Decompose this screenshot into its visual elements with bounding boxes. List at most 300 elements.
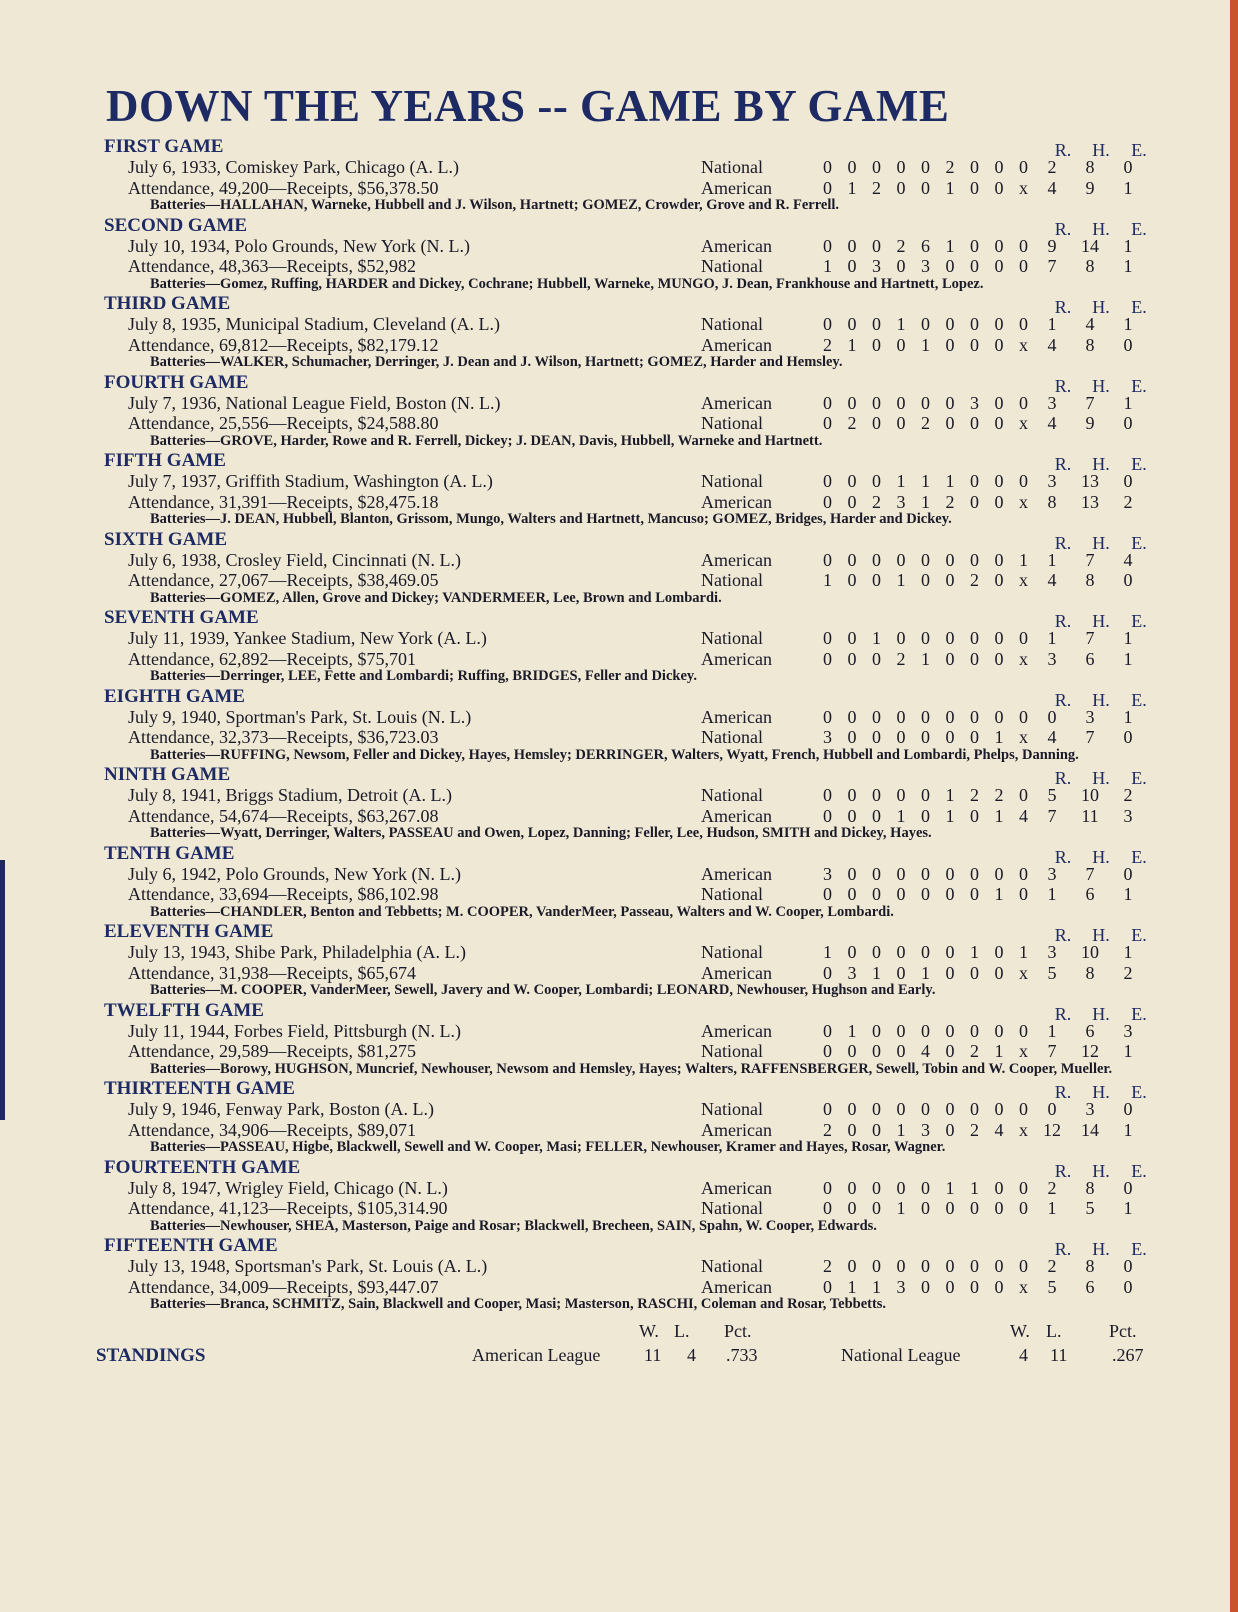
hits: 13 [1081, 471, 1099, 491]
runs-header: R. [1054, 611, 1072, 631]
rhe-header [1044, 1239, 1158, 1260]
attendance-receipts: Attendance, 32,373—Receipts, $36,723.03 [128, 727, 439, 747]
score-row [96, 413, 1158, 434]
score-row [96, 785, 1158, 806]
hits: 8 [1085, 157, 1095, 177]
errors-header: E. [1131, 375, 1147, 396]
hits: 6 [1085, 884, 1095, 904]
game-title: SIXTH GAME [104, 528, 227, 550]
team-name: National [701, 471, 763, 491]
hits-header: H. [1092, 218, 1110, 239]
games-list [96, 136, 1158, 1313]
score-row [96, 335, 1158, 356]
hits-header: H. [1092, 1082, 1110, 1102]
hits: 3 [1085, 706, 1095, 727]
errors: 0 [1123, 471, 1133, 491]
runs: 4 [1047, 727, 1057, 747]
runs: 4 [1047, 570, 1057, 590]
runs: 9 [1047, 235, 1057, 256]
attendance-receipts: Attendance, 34,009—Receipts, $93,447.07 [128, 1276, 439, 1297]
attendance-receipts: Attendance, 34,906—Receipts, $89,071 [128, 1119, 416, 1140]
score-row [96, 1256, 1158, 1277]
score-row [96, 707, 1158, 728]
game-block [96, 450, 1158, 528]
score-row [96, 963, 1158, 984]
inning-scores: 0 0 0 0 0 0 0 1 0 [823, 884, 1034, 904]
attendance-receipts: Attendance, 33,694—Receipts, $86,102.98 [128, 884, 439, 904]
score-row [96, 550, 1158, 571]
errors: 1 [1123, 392, 1133, 413]
page-edge-right [1230, 0, 1238, 1612]
inning-scores: 1 0 0 1 0 0 2 0 x [823, 570, 1034, 590]
runs: 1 [1047, 1020, 1057, 1041]
inning-scores: 0 1 0 0 0 0 0 0 0 [823, 1020, 1034, 1041]
team-name: National [701, 256, 763, 276]
inning-scores: 3 0 0 0 0 0 0 0 0 [823, 863, 1034, 884]
rhe-header [1044, 376, 1158, 397]
errors: 1 [1123, 628, 1133, 648]
errors: 0 [1123, 157, 1133, 177]
hits: 13 [1081, 491, 1099, 512]
errors-header: E. [1131, 297, 1147, 317]
team-name: National [701, 1256, 763, 1276]
standings-al-w-header: W. [639, 1320, 659, 1341]
hits: 7 [1085, 863, 1095, 884]
score-row [96, 1021, 1158, 1042]
inning-scores: 0 2 0 0 2 0 0 0 x [823, 413, 1034, 433]
game-title: TENTH GAME [104, 842, 235, 864]
hits-header: H. [1092, 925, 1110, 945]
inning-scores: 1 0 3 0 3 0 0 0 0 [823, 256, 1034, 276]
score-row [96, 1041, 1158, 1062]
hits: 4 [1085, 314, 1095, 334]
runs: 4 [1047, 413, 1057, 433]
hits: 8 [1085, 570, 1095, 590]
errors: 0 [1123, 1256, 1133, 1276]
inning-scores: 0 0 0 1 0 0 0 0 0 [823, 1198, 1034, 1218]
game-date-venue: July 6, 1938, Crosley Field, Cincinnati (N. L.) [128, 549, 461, 570]
runs: 1 [1047, 628, 1057, 648]
score-row [96, 884, 1158, 905]
attendance-receipts: Attendance, 41,123—Receipts, $105,314.90 [128, 1198, 448, 1218]
attendance-receipts: Attendance, 54,674—Receipts, $63,267.08 [128, 805, 439, 826]
runs-header: R. [1054, 846, 1072, 867]
errors: 1 [1123, 1041, 1133, 1061]
rhe-header [1044, 925, 1158, 946]
attendance-receipts: Attendance, 29,589—Receipts, $81,275 [128, 1041, 416, 1061]
errors: 2 [1123, 962, 1133, 983]
errors: 1 [1123, 648, 1133, 669]
runs-header: R. [1054, 1003, 1072, 1024]
game-block [96, 215, 1158, 293]
errors: 0 [1123, 334, 1133, 355]
page-edge-left [0, 860, 5, 1120]
score-row [96, 570, 1158, 591]
runs: 3 [1047, 942, 1057, 962]
rhe-header [1044, 140, 1158, 161]
runs-header: R. [1054, 689, 1072, 710]
hits: 9 [1085, 413, 1095, 433]
inning-scores: 0 0 0 1 0 0 0 0 0 [823, 314, 1034, 334]
game-block [96, 921, 1158, 999]
errors-header: E. [1131, 689, 1147, 710]
hits-header: H. [1092, 1003, 1110, 1024]
score-row [96, 628, 1158, 649]
batteries-text: Batteries—Gomez, Ruffing, HARDER and Dickey, Cochrane; Hubbell, Warneke, MUNGO, J. Dean, Frankhouse and Hartnett, Lopez. [150, 275, 984, 292]
team-name: American [701, 392, 772, 413]
hits-header: H. [1092, 532, 1110, 553]
hits: 6 [1085, 1276, 1095, 1297]
score-row [96, 864, 1158, 885]
batteries-text: Batteries—Wyatt, Derringer, Walters, PASSEAU and Owen, Lopez, Danning; Feller, Lee, Hudson, SMITH and Dickey, Hayes. [150, 825, 932, 841]
hits: 10 [1081, 785, 1099, 805]
errors: 1 [1123, 256, 1133, 276]
errors-header: E. [1131, 218, 1147, 239]
errors-header: E. [1131, 1003, 1147, 1024]
rhe-header [1044, 1004, 1158, 1025]
game-block [96, 529, 1158, 607]
errors: 3 [1123, 1020, 1133, 1041]
game-title: SECOND GAME [104, 214, 248, 236]
team-name: American [701, 491, 772, 512]
page-title: DOWN THE YEARS -- GAME BY GAME [106, 81, 950, 131]
hits: 6 [1085, 648, 1095, 669]
hits: 14 [1081, 1119, 1099, 1140]
runs: 1 [1047, 884, 1057, 904]
score-row [96, 1277, 1158, 1298]
runs: 2 [1047, 1177, 1057, 1198]
game-date-venue: July 8, 1947, Wrigley Field, Chicago (N. L.) [128, 1177, 448, 1198]
game-title: EIGHTH GAME [104, 685, 245, 707]
attendance-receipts: Attendance, 31,938—Receipts, $65,674 [128, 962, 416, 983]
standings [96, 1321, 1158, 1371]
errors: 1 [1123, 706, 1133, 727]
team-name: National [701, 314, 763, 334]
team-name: American [701, 805, 772, 826]
game-title: ELEVENTH GAME [104, 921, 274, 942]
game-date-venue: July 9, 1946, Fenway Park, Boston (A. L.) [128, 1099, 434, 1119]
inning-scores: 0 1 1 3 0 0 0 0 x [823, 1276, 1034, 1297]
batteries-text: Batteries—GOMEZ, Allen, Grove and Dickey; VANDERMEER, Lee, Brown and Lombardi. [150, 589, 722, 606]
runs: 3 [1047, 648, 1057, 669]
errors: 1 [1123, 314, 1133, 334]
team-name: American [701, 1177, 772, 1198]
game-block [96, 1078, 1158, 1156]
game-block [96, 607, 1158, 685]
inning-scores: 0 0 0 1 0 1 0 1 4 [823, 805, 1034, 826]
runs-header: R. [1054, 140, 1072, 160]
batteries-text: Batteries—Newhouser, SHEA, Masterson, Paige and Rosar; Blackwell, Brecheen, SAIN, Spahn, W. Cooper, Edwards. [150, 1217, 877, 1234]
game-date-venue: July 7, 1936, National League Field, Boston (N. L.) [128, 392, 501, 413]
attendance-receipts: Attendance, 69,812—Receipts, $82,179.12 [128, 334, 439, 355]
team-name: American [701, 863, 772, 884]
runs-header: R. [1054, 925, 1072, 945]
batteries-text: Batteries—RUFFING, Newsom, Feller and Dickey, Hayes, Hemsley; DERRINGER, Walters, Wyatt, French, Hubbell and Lombardi, Phelps, Danning. [150, 746, 1079, 763]
hits-header: H. [1092, 375, 1110, 396]
team-name: National [701, 628, 763, 648]
standings-nl-w-header: W. [1010, 1320, 1030, 1341]
runs: 3 [1047, 863, 1057, 884]
team-name: National [701, 1198, 763, 1218]
attendance-receipts: Attendance, 62,892—Receipts, $75,701 [128, 648, 416, 669]
game-title: FOURTH GAME [104, 371, 249, 393]
inning-scores: 1 0 0 0 0 0 1 0 1 [823, 942, 1034, 962]
runs-header: R. [1054, 375, 1072, 396]
runs: 8 [1047, 491, 1057, 512]
game-block [96, 1235, 1158, 1313]
standings-al-pct-header: Pct. [724, 1320, 752, 1341]
hits-header: H. [1092, 297, 1110, 317]
team-name: National [701, 884, 763, 904]
game-title: THIRD GAME [104, 293, 231, 314]
team-name: American [701, 549, 772, 570]
game-date-venue: July 9, 1940, Sportman's Park, St. Louis (N. L.) [128, 706, 472, 727]
team-name: National [701, 413, 763, 433]
inning-scores: 0 0 0 2 6 1 0 0 0 [823, 235, 1034, 256]
standings-nl-pct: .267 [1112, 1344, 1144, 1365]
inning-scores: 0 0 0 1 1 1 0 0 0 [823, 471, 1034, 491]
game-block [96, 1157, 1158, 1235]
standings-al-l: 4 [687, 1344, 696, 1365]
rhe-header [1044, 1161, 1158, 1182]
hits-header: H. [1092, 689, 1110, 710]
batteries-text: Batteries—Borowy, HUGHSON, Muncrief, Newhouser, Newsom and Hemsley, Hayes; Walters, RAFFENSBERGER, Sewell, Tobin and W. Cooper, Mueller. [150, 1060, 1113, 1077]
team-name: National [701, 1041, 763, 1061]
errors-header: E. [1131, 846, 1147, 867]
hits: 7 [1085, 549, 1095, 570]
rhe-header [1044, 768, 1158, 789]
game-title: FIRST GAME [104, 136, 224, 157]
rhe-header [1044, 219, 1158, 240]
hits-header: H. [1092, 768, 1110, 788]
inning-scores: 0 3 1 0 1 0 0 0 x [823, 962, 1034, 983]
game-date-venue: July 13, 1948, Sportsman's Park, St. Louis (A. L.) [128, 1256, 488, 1276]
runs-header: R. [1054, 1160, 1072, 1181]
runs: 1 [1047, 1198, 1057, 1218]
score-row [96, 1120, 1158, 1141]
runs: 2 [1047, 1256, 1057, 1276]
attendance-receipts: Attendance, 31,391—Receipts, $28,475.18 [128, 491, 439, 512]
runs: 3 [1047, 471, 1057, 491]
hits: 12 [1081, 1041, 1099, 1061]
team-name: National [701, 727, 763, 747]
inning-scores: 0 0 0 0 0 0 0 0 0 [823, 706, 1034, 727]
batteries-text: Batteries—GROVE, Harder, Rowe and R. Ferrell, Dickey; J. DEAN, Davis, Hubbell, Warneke and Hartnett. [150, 432, 823, 449]
inning-scores: 2 0 0 1 3 0 2 4 x [823, 1119, 1034, 1140]
game-date-venue: July 8, 1935, Municipal Stadium, Cleveland (A. L.) [128, 314, 500, 334]
runs-header: R. [1054, 768, 1072, 788]
rhe-header [1044, 454, 1158, 475]
score-row [96, 492, 1158, 513]
runs: 5 [1047, 962, 1057, 983]
game-title: THIRTEENTH GAME [104, 1078, 295, 1099]
score-row [96, 1099, 1158, 1120]
inning-scores: 0 0 0 0 0 0 0 0 0 [823, 1099, 1034, 1119]
hits: 8 [1085, 962, 1095, 983]
errors: 0 [1123, 727, 1133, 747]
game-block [96, 136, 1158, 214]
rhe-header [1044, 847, 1158, 868]
hits: 9 [1085, 177, 1095, 198]
batteries-text: Batteries—Branca, SCHMITZ, Sain, Blackwell and Cooper, Masi; Masterson, RASCHI, Coleman and Rosar, Tebbetts. [150, 1296, 887, 1312]
team-name: National [701, 570, 763, 590]
game-block [96, 293, 1158, 371]
score-row [96, 942, 1158, 963]
game-date-venue: July 8, 1941, Briggs Stadium, Detroit (A. L.) [128, 785, 452, 805]
errors: 0 [1123, 1177, 1133, 1198]
errors-header: E. [1131, 140, 1147, 160]
standings-al-pct: .733 [726, 1344, 758, 1365]
game-title: FIFTH GAME [104, 450, 226, 471]
score-row [96, 236, 1158, 257]
team-name: American [701, 962, 772, 983]
rhe-header [1044, 611, 1158, 632]
hits: 5 [1085, 1198, 1095, 1218]
hits-header: H. [1092, 1160, 1110, 1181]
team-name: American [701, 1020, 772, 1041]
game-date-venue: July 6, 1933, Comiskey Park, Chicago (A. L.) [128, 157, 459, 177]
runs: 7 [1047, 256, 1057, 276]
errors-header: E. [1131, 1160, 1147, 1181]
hits: 8 [1085, 334, 1095, 355]
inning-scores: 0 0 2 3 1 2 0 0 x [823, 491, 1034, 512]
score-row [96, 256, 1158, 277]
runs: 1 [1047, 314, 1057, 334]
batteries-text: Batteries—J. DEAN, Hubbell, Blanton, Grissom, Mungo, Walters and Hartnett, Mancuso; GOMEZ, Bridges, Harder and Dickey. [150, 511, 952, 527]
errors-header: E. [1131, 454, 1147, 474]
errors: 0 [1123, 570, 1133, 590]
inning-scores: 0 0 0 0 0 0 0 0 1 [823, 549, 1034, 570]
standings-nl-w: 4 [1019, 1344, 1028, 1365]
standings-nl-pct-header: Pct. [1109, 1320, 1137, 1341]
game-date-venue: July 11, 1939, Yankee Stadium, New York (A. L.) [128, 628, 487, 648]
runs-header: R. [1054, 532, 1072, 553]
standings-nl-l: 11 [1050, 1344, 1068, 1365]
runs: 4 [1047, 334, 1057, 355]
team-name: National [701, 1099, 763, 1119]
game-block [96, 764, 1158, 842]
standings-al-l-header: L. [674, 1320, 690, 1341]
errors-header: E. [1131, 532, 1147, 553]
errors-header: E. [1131, 611, 1147, 631]
game-block [96, 843, 1158, 921]
document-page [96, 78, 1158, 1371]
runs-header: R. [1054, 297, 1072, 317]
inning-scores: 0 0 0 0 4 0 2 1 x [823, 1041, 1034, 1061]
attendance-receipts: Attendance, 49,200—Receipts, $56,378.50 [128, 177, 439, 198]
errors: 1 [1123, 1198, 1133, 1218]
team-name: American [701, 1119, 772, 1140]
hits-header: H. [1092, 140, 1110, 160]
score-row [96, 727, 1158, 748]
inning-scores: 0 0 0 0 0 2 0 0 0 [823, 157, 1034, 177]
hits: 14 [1081, 235, 1099, 256]
inning-scores: 3 0 0 0 0 0 0 1 x [823, 727, 1034, 747]
game-date-venue: July 6, 1942, Polo Grounds, New York (N. L.) [128, 863, 462, 884]
runs: 5 [1047, 785, 1057, 805]
team-name: American [701, 235, 772, 256]
errors: 4 [1123, 549, 1133, 570]
game-title: NINTH GAME [104, 764, 231, 785]
runs: 2 [1047, 157, 1057, 177]
score-row [96, 157, 1158, 178]
runs: 3 [1047, 392, 1057, 413]
runs: 7 [1047, 1041, 1057, 1061]
score-row [96, 314, 1158, 335]
runs: 1 [1047, 549, 1057, 570]
errors: 0 [1123, 1099, 1133, 1119]
hits-header: H. [1092, 1239, 1110, 1259]
game-date-venue: July 13, 1943, Shibe Park, Philadelphia (A. L.) [128, 942, 466, 962]
game-block [96, 1000, 1158, 1078]
hits: 8 [1085, 1177, 1095, 1198]
batteries-text: Batteries—Derringer, LEE, Fette and Lombardi; Ruffing, BRIDGES, Feller and Dickey. [150, 668, 697, 684]
hits-header: H. [1092, 846, 1110, 867]
batteries-text: Batteries—WALKER, Schumacher, Derringer, J. Dean and J. Wilson, Hartnett; GOMEZ, Harder and Hemsley. [150, 354, 843, 370]
rhe-header [1044, 1082, 1158, 1103]
errors: 1 [1123, 177, 1133, 198]
runs: 4 [1047, 177, 1057, 198]
score-row [96, 1178, 1158, 1199]
team-name: National [701, 785, 763, 805]
inning-scores: 2 1 0 0 1 0 0 0 x [823, 334, 1034, 355]
batteries-text: Batteries—PASSEAU, Higbe, Blackwell, Sewell and W. Cooper, Masi; FELLER, Newhouser, Kramer and Hayes, Rosar, Wagner. [150, 1139, 946, 1155]
game-date-venue: July 7, 1937, Griffith Stadium, Washington (A. L.) [128, 471, 493, 491]
team-name: American [701, 1276, 772, 1297]
errors-header: E. [1131, 925, 1147, 945]
attendance-receipts: Attendance, 27,067—Receipts, $38,469.05 [128, 570, 439, 590]
rhe-header [1044, 297, 1158, 318]
game-title: FIFTEENTH GAME [104, 1235, 278, 1256]
score-row [96, 178, 1158, 199]
runs: 12 [1043, 1119, 1061, 1140]
hits: 7 [1085, 628, 1095, 648]
errors-header: E. [1131, 1082, 1147, 1102]
attendance-receipts: Attendance, 25,556—Receipts, $24,588.80 [128, 413, 439, 433]
runs: 7 [1047, 805, 1057, 826]
runs: 0 [1047, 706, 1057, 727]
runs: 5 [1047, 1276, 1057, 1297]
game-date-venue: July 10, 1934, Polo Grounds, New York (N. L.) [128, 235, 471, 256]
errors: 0 [1123, 863, 1133, 884]
attendance-receipts: Attendance, 48,363—Receipts, $52,982 [128, 256, 416, 276]
batteries-text: Batteries—CHANDLER, Benton and Tebbetts; M. COOPER, VanderMeer, Passeau, Walters and W. Cooper, Lombardi. [150, 903, 894, 920]
errors: 0 [1123, 1276, 1133, 1297]
team-name: National [701, 157, 763, 177]
errors: 1 [1123, 884, 1133, 904]
runs-header: R. [1054, 218, 1072, 239]
hits: 6 [1085, 1020, 1095, 1041]
game-title: FOURTEENTH GAME [104, 1156, 301, 1178]
hits: 7 [1085, 392, 1095, 413]
inning-scores: 0 0 1 0 0 0 0 0 0 [823, 628, 1034, 648]
errors: 2 [1123, 491, 1133, 512]
game-title: TWELFTH GAME [104, 999, 264, 1021]
rhe-header [1044, 690, 1158, 711]
inning-scores: 0 0 0 2 1 0 0 0 x [823, 648, 1034, 669]
runs-header: R. [1054, 1082, 1072, 1102]
game-title: SEVENTH GAME [104, 607, 259, 628]
rhe-header [1044, 533, 1158, 554]
inning-scores: 2 0 0 0 0 0 0 0 0 [823, 1256, 1034, 1276]
errors: 1 [1123, 1119, 1133, 1140]
score-row [96, 649, 1158, 670]
batteries-text: Batteries—M. COOPER, VanderMeer, Sewell, Javery and W. Cooper, Lombardi; LEONARD, Newhouser, Hughson and Early. [150, 982, 936, 998]
hits: 10 [1081, 942, 1099, 962]
standings-al-name: American League [472, 1344, 601, 1365]
standings-label: STANDINGS [96, 1344, 206, 1366]
team-name: American [701, 334, 772, 355]
